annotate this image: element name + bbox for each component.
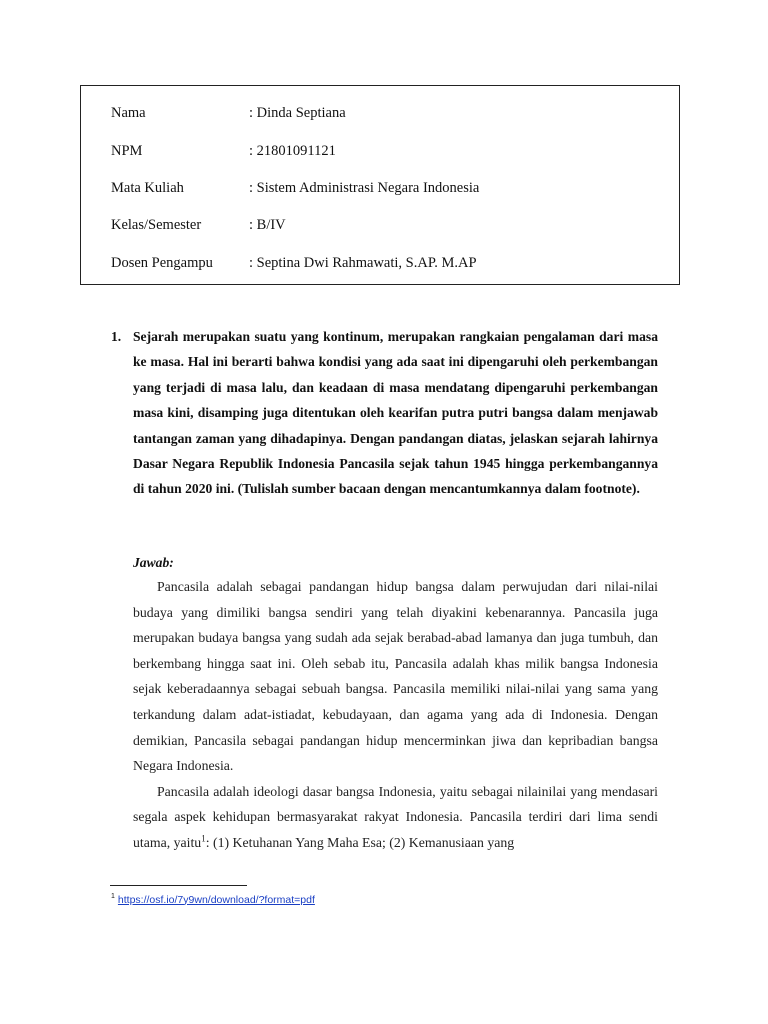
info-row-kelas-semester <box>111 216 286 234</box>
info-label: Nama <box>111 105 146 121</box>
footnote-separator <box>110 885 247 886</box>
info-value: : 21801091121 <box>249 143 336 159</box>
info-row-npm <box>111 142 336 160</box>
info-value: : B/IV <box>249 217 286 233</box>
info-row-dosen-pengampu <box>111 254 477 272</box>
info-row-nama <box>111 104 346 122</box>
footnote <box>111 890 315 907</box>
answer-text: : (1) Ketuhanan Yang Maha Esa; (2) Kemanusiaan yang <box>205 834 515 850</box>
info-label: Kelas/Semester <box>111 217 202 233</box>
footnote-reference[interactable]: 1 <box>201 833 206 844</box>
footnote-link[interactable]: https://osf.io/7y9wn/download/?format=pdf <box>117 893 315 906</box>
footnote-marker: 1 <box>111 893 115 900</box>
answer-paragraph: Pancasila adalah sebagai pandangan hidup bangsa dalam perwujudan dari nilai-nilai budaya yang dimiliki bangsa sendiri yang telah diyakini kebenarannya. Pancasila juga merupakan budaya bangsa yang sudah ada sejak berabad-abad lamanya dan juga tumbuh, dan berkembang hingga saat ini. Oleh sebab itu, Pancasila adalah khas milik bangsa Indonesia sejak keberadaannya sebagai sebuah bangsa. Pancasila memiliki nilai-nilai yang sama yang terkandung dalam adat-istiadat, kebudayaan, dan agama yang ada di Indonesia. Dengan demikian, Pancasila sebagai pandangan hidup mencerminkan jiwa dan kepribadian bangsa Negara Indonesia. <box>133 579 658 774</box>
answer-label: Jawab: <box>133 555 174 570</box>
info-value: : Dinda Septiana <box>249 105 346 121</box>
question-item <box>111 324 658 502</box>
answer-paragraph <box>133 779 658 856</box>
info-label: Mata Kuliah <box>111 180 184 196</box>
info-row-mata-kuliah <box>111 179 479 197</box>
info-value: : Septina Dwi Rahmawati, S.AP. M.AP <box>249 255 477 271</box>
question-text: Sejarah merupakan suatu yang kontinum, merupakan rangkaian pengalaman dari masa ke masa. Hal ini berarti bahwa kondisi yang ada saat ini dipengaruhi oleh perkembangan yang terjadi di masa lalu, dan keadaan di masa mendatang dipengaruhi perkembangan masa kini, disamping juga ditentukan oleh kearifan putra putri bangsa dalam menjawab tantangan zaman yang dihadapinya. Dengan pandangan diatas, jelaskan sejarah lahirnya Dasar Negara Republik Indonesia Pancasila sejak tahun 1945 hingga perkembangannya di tahun 2020 ini. (Tulislah sumber bacaan dengan mencantumkannya dalam footnote). <box>133 329 658 497</box>
answer-text: Pancasila adalah ideologi dasar bangsa Indonesia, yaitu sebagai nilainilai yang mendasari segala aspek kehidupan bermasyarakat rakyat Indonesia. Pancasila terdiri dari lima sendi utama, yaitu <box>133 783 658 850</box>
question-number: 1. <box>111 329 122 344</box>
info-label: Dosen Pengampu <box>111 255 213 271</box>
info-label: NPM <box>111 143 143 159</box>
info-value: : Sistem Administrasi Negara Indonesia <box>249 180 480 196</box>
answer-body <box>133 574 658 856</box>
student-info-box <box>80 85 680 285</box>
